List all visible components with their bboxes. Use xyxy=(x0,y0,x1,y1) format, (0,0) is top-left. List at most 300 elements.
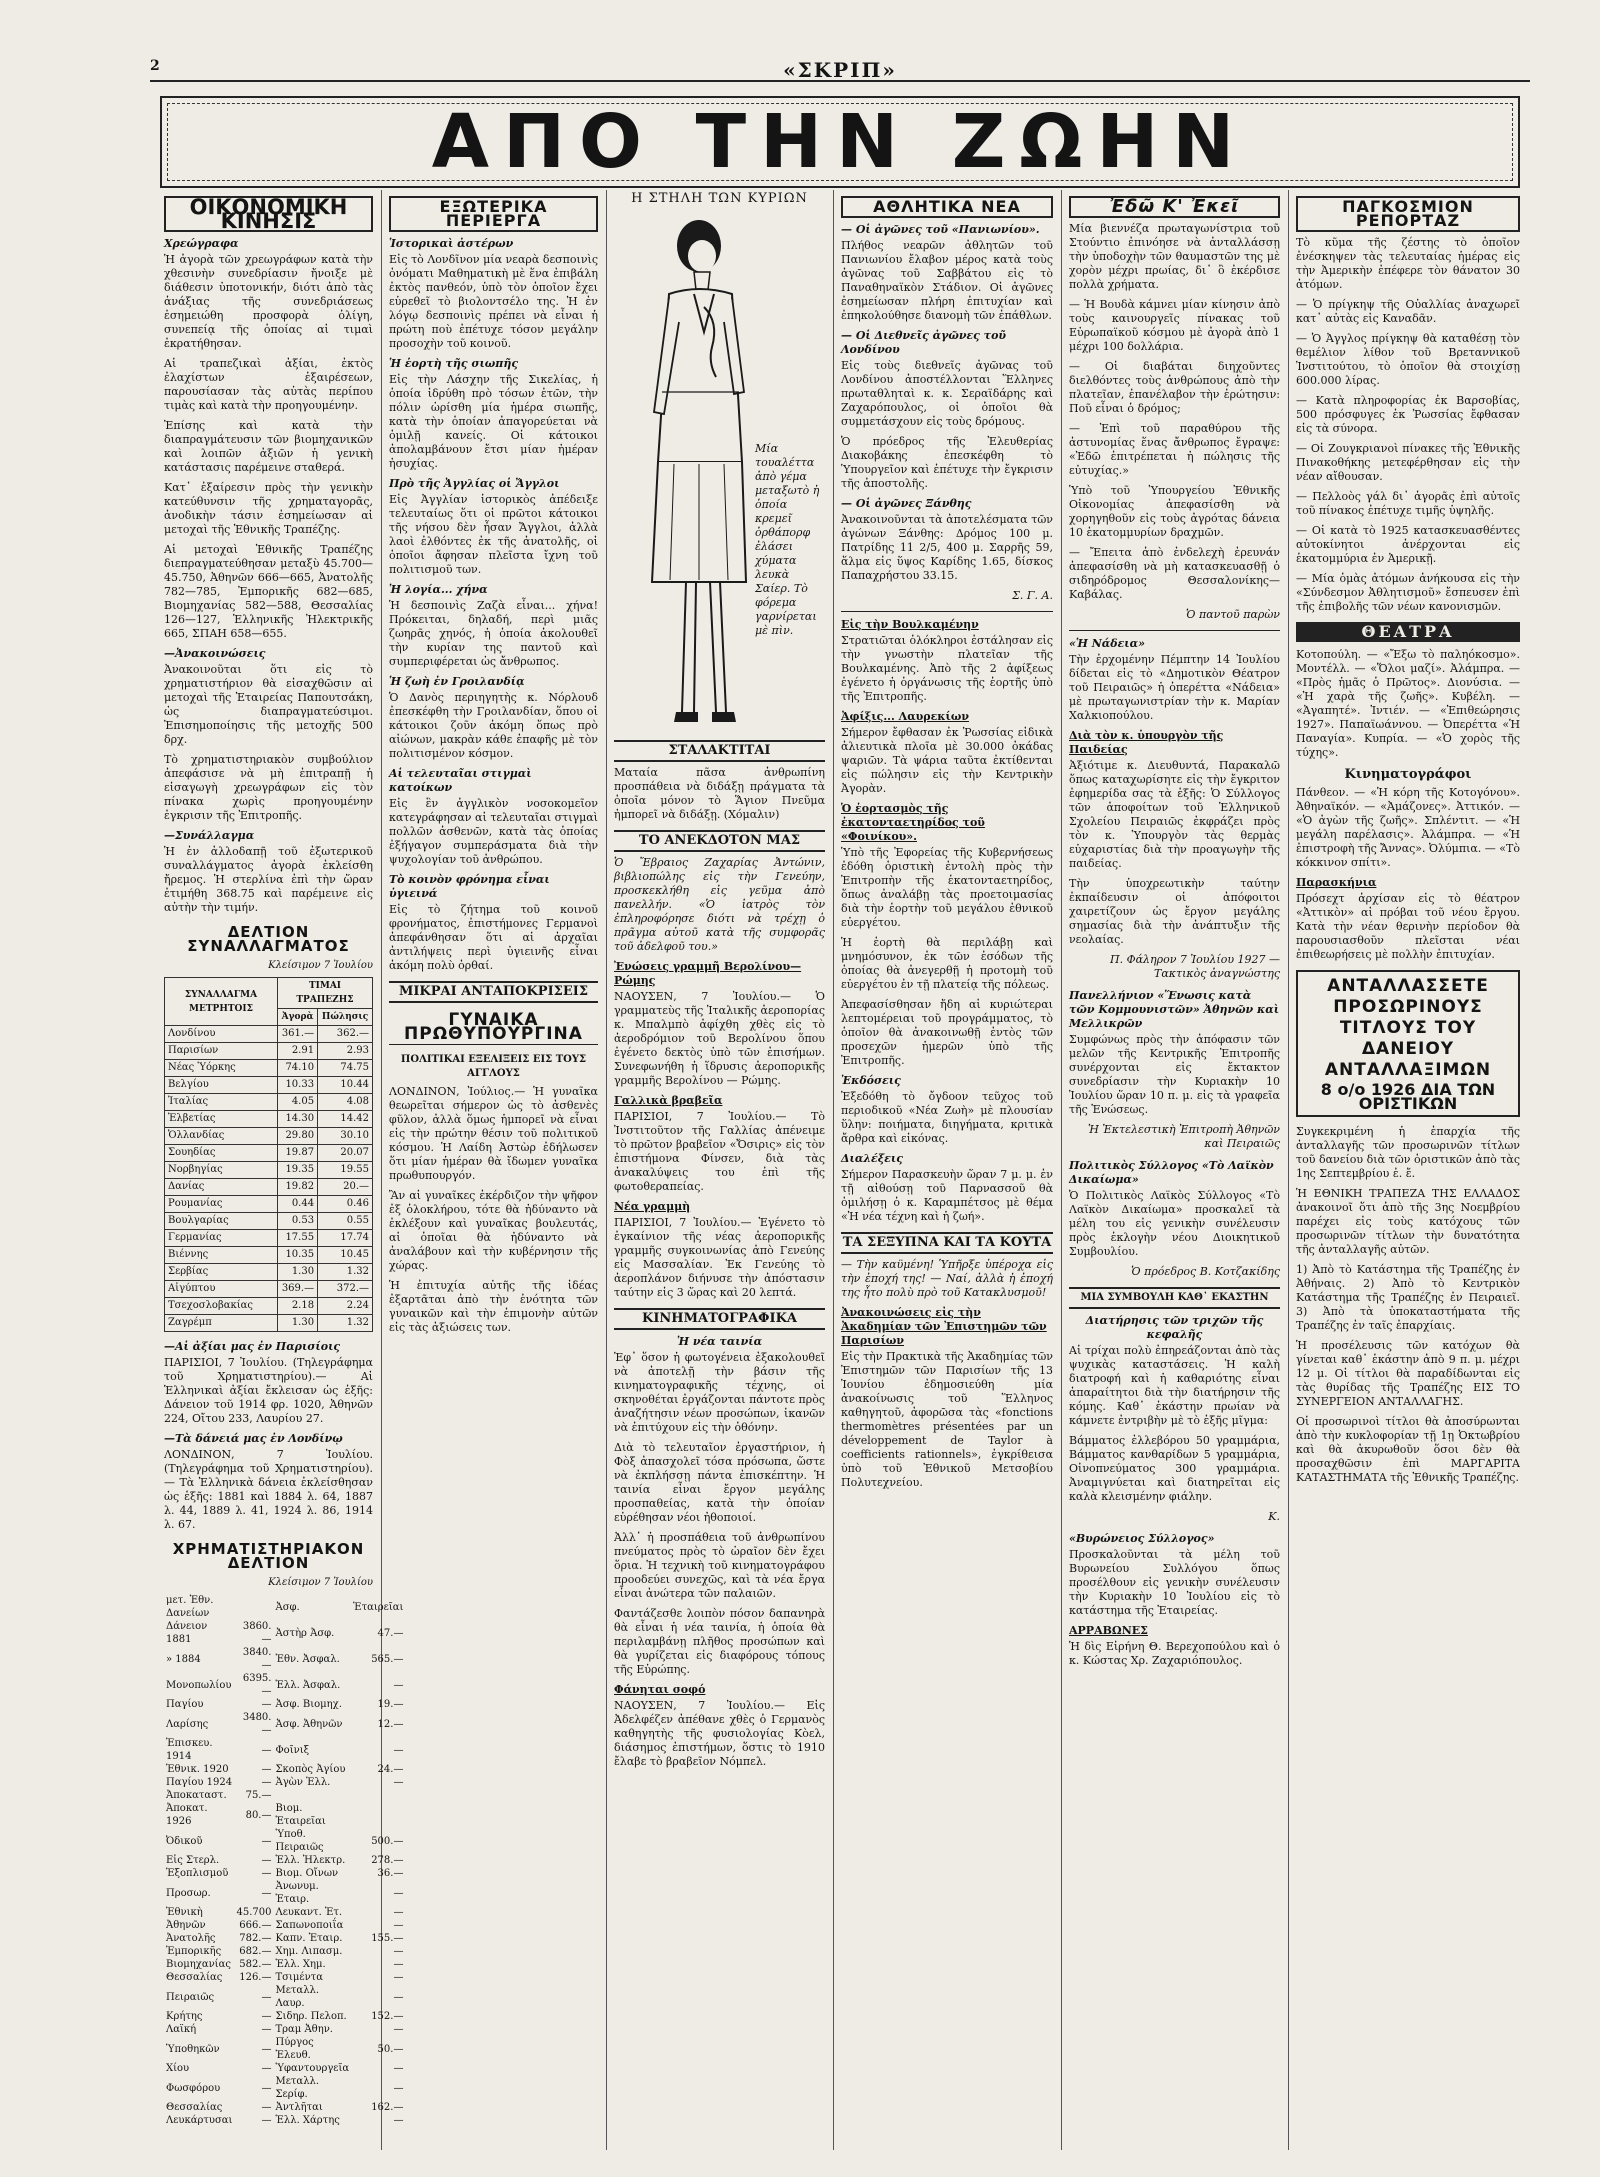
buy-rate-cell: 10.33 xyxy=(277,1077,317,1094)
table-header: ΤΙΜΑΙ ΤΡΑΠΕΖΗΣ xyxy=(277,978,372,1009)
price-cell: — xyxy=(261,2102,272,2113)
security-name-cell: Εἰς Στερλ. xyxy=(166,1855,220,1866)
article-paragraph: Αἱ μετοχαὶ Ἐθνικῆς Τραπέζης διεπραγματεύθησαν μεταξὺ 45.700—45.750, Ἀθηνῶν 666—665, Ἀνατολῆς 782—785, Ἐμπορικῆς 682—685, Βιομηχανίας 582—588, Θεσσαλίας 126—127, Ἑλληνικῆς Ἠλεκτρικῆς 665, ΣΠΑΗ 658—655. xyxy=(164,543,373,640)
article-paragraph: Ἡ ἐν ἀλλοδαπῇ τοῦ ἐξωτερικοῦ συναλλάγματος ἀγορὰ ἐκλείσθη ἤρεμος. Ἡ στερλίνα ἐπὶ τὴν ὥραν ἐτιμήθη 368.75 καὶ παρέμεινε εἰς αὐτὴν τὴν τιμήν. xyxy=(164,845,373,914)
security-name-cell: Ἐπισκευ. 1914 xyxy=(166,1738,213,1762)
article-paragraph: Ἀνακοινοῦται ὅτι εἰς τὸ χρηματιστήριον θὰ εἰσαχθῶσιν αἱ μετοχαὶ τῆς Ἑταιρείας Παπουτσάκη, ὡς διαπραγματεύσιμοι. Ἐπισημοποίησις τῆς μετοχῆς 500 δρχ. xyxy=(164,663,373,746)
article-paragraph: Ἀλλ᾿ ἡ προσπάθεια τοῦ ἀνθρωπίνου πνεύματος πρὸς τὸ ὡραῖον δὲν ἔχει ὅρια. Ἡ τεχνικὴ τοῦ κινηματογράφου προοδεύει συνεχῶς, καὶ τὰ νέα ἔργα εἶναι ἀνώτερα τῶν παλαιῶν. xyxy=(614,1531,825,1600)
article-paragraph: Ἡ δεσποινὶς Ζαζὰ εἶναι... χήνα! Πρόκειται, δηλαδή, περὶ μιᾶς ζωηρᾶς χηνός, ἡ ὁποία ἀκολουθεῖ τὴν κυρίαν της παντοῦ καὶ συμπεριφέρεται ὡς ἄνθρωπος. xyxy=(389,599,598,668)
price-cell: 80.— xyxy=(245,1809,272,1821)
banner-title: ΑΠΟ ΤΗΝ ΖΩΗΝ xyxy=(431,99,1249,185)
article-paragraph: Τὴν ἐρχομένην Πέμπτην 14 Ἰουλίου δίδεται εἰς τὸ «Δημοτικὸν Θέατρον τοῦ Πειραιῶς» ἡ ὀπερέττα «Νάδεια» μὲ πρωταγωνιστρίαν τὴν κ. Μαρίαν Χαλκιοπούλου. xyxy=(1069,653,1280,722)
subheading: Διαλέξεις xyxy=(841,1152,903,1165)
price-cell: 3840.— xyxy=(242,1647,272,1671)
price-cell: 6395.— xyxy=(242,1673,272,1697)
subheading: Εἰς τὴν Βουλκαμένην xyxy=(841,618,979,631)
sell-rate-cell: 10.45 xyxy=(318,1247,373,1264)
currency-cell: Σερβίας xyxy=(165,1264,278,1281)
table-header: Πώλησις xyxy=(318,1009,373,1026)
security-name-cell: Ἀσφ. Ἀθηνῶν xyxy=(275,1718,343,1730)
article-paragraph: Κατ᾿ ἐξαίρεσιν πρὸς τὴν γενικὴν κατεύθυνσιν τῆς χρηματαγορᾶς, ἀνοδικὴν τάσιν ἐσημείωσαν αἱ μετοχαὶ τῆς Ἐθνικῆς Τραπέζης. xyxy=(164,481,373,536)
currency-cell: Ἑλβετίας xyxy=(165,1111,278,1128)
article-paragraph: Ὁ Πολιτικὸς Λαϊκὸς Σύλλογος «Τὸ Λαϊκὸν Δικαίωμα» προσκαλεῖ τὰ μέλη του εἰς γενικὴν συνέλευσιν πρὸς ἐκλογὴν νέου Διοικητικοῦ Συμβουλίου. xyxy=(1069,1189,1280,1258)
table-row xyxy=(165,1179,373,1196)
subheading: Ἱστορικαὶ ἀστέρων xyxy=(389,237,514,250)
currency-cell: Βουλγαρίας xyxy=(165,1213,278,1230)
security-name-cell: Ἑλλ. Ἠλεκτρ. xyxy=(275,1855,346,1866)
divider xyxy=(841,611,1053,612)
article-paragraph: Τὸ χρηματιστηριακὸν συμβούλιον ἀπεφάσισε νὰ μὴ ἐπιτραπῇ ἡ εἰσαγωγὴ χρεωγράφων εἰς τὸν πίνακα χωρὶς προηγουμένην ἐγκρισιν τῆς Ἐπιτροπῆς. xyxy=(164,753,373,822)
table-row xyxy=(164,1971,405,1984)
sell-rate-cell: 2.93 xyxy=(318,1043,373,1060)
security-name-cell: Ὑποθηκῶν xyxy=(166,2043,220,2055)
theatres-heading: ΘΕΑΤΡΑ xyxy=(1296,622,1520,642)
section-heading: ΜΙΑ ΣΥΜΒΟΥΛΗ ΚΑΘ᾿ ΕΚΑΣΤΗΝ xyxy=(1069,1287,1280,1309)
security-name-cell: Ἐμπορικῆς xyxy=(166,1946,222,1957)
sell-rate-cell: 1.32 xyxy=(318,1264,373,1281)
buy-rate-cell: 19.87 xyxy=(277,1145,317,1162)
article-paragraph: ΠΑΡΙΣΙΟΙ, 7 Ἰουλίου.— Ἐγένετο τὸ ἐγκαίνιον τῆς νέας ἀεροπορικῆς γραμμῆς συγκοινωνίας ἀπὸ Γενεύης εἰς Μασσαλίαν. Ἐκ Γενεύης τὸ ἀεροπλάνον διήνυσε τὴν ἀπόστασιν ταύτην εἰς 3 ὥρας καὶ 20 λεπτά. xyxy=(614,1216,825,1299)
sell-rate-cell: 20.07 xyxy=(318,1145,373,1162)
article-paragraph: Εἰς τοὺς διεθνεῖς ἀγῶνας τοῦ Λονδίνου ἀποστέλλονται Ἕλληνες πρωταθληταὶ κ. κ. Σεραϊδάρης καὶ Ζαχαρόπουλος, οἱ ὁποῖοι θὰ συμμετάσχουν εἰς τοὺς δρόμους. xyxy=(841,359,1053,428)
article-paragraph: Ματαία πᾶσα ἀνθρωπίνη προσπάθεια νὰ διδάξῃ πράγματα τὰ ὁποῖα μόνον τὸ Ἅγιον Πνεῦμα ἠμπορεῖ νὰ διδάξῃ. (Χόμαλιν) xyxy=(614,766,825,821)
table-row xyxy=(164,2036,405,2062)
table-row xyxy=(164,1906,405,1919)
article-paragraph: Τὴν ὑποχρεωτικὴν ταύτην ἐκπαίδευσιν οἱ ἀπόφοιτοι χαιρετίζουν ὡς ἔργον μεγάλης σημασίας διὰ τὴν ἀνάπτυξιν τῆς νεολαίας. xyxy=(1069,877,1280,946)
subheading: Ὁ ἑορτασμὸς τῆς ἑκατονταετηρίδος τοῦ «Φοινίκου». xyxy=(841,802,985,843)
table-row xyxy=(165,1213,373,1230)
subheading: ΑΡΡΑΒΩΝΕΣ xyxy=(1069,1624,1148,1637)
table-row xyxy=(164,1932,405,1945)
currency-cell: Αἰγύπτου xyxy=(165,1281,278,1298)
article-paragraph: Σήμερον Παρασκευὴν ὥραν 7 μ. μ. ἐν τῇ αἰθούσῃ τοῦ Παρνασσοῦ θὰ ὁμιλήσῃ ὁ κ. Καραμπέτσος μὲ θέμα «Ἡ νέα τέχνη καὶ ἡ ζωή». xyxy=(841,1168,1053,1223)
price-cell: — xyxy=(393,2024,404,2035)
price-cell: — xyxy=(261,1777,272,1788)
buy-rate-cell: 17.55 xyxy=(277,1230,317,1247)
table-row xyxy=(165,1043,373,1060)
subheading: Ἡ ἑορτὴ τῆς σιωπῆς xyxy=(389,357,519,370)
security-name-cell: Λευκαντ. Ἑτ. xyxy=(275,1907,343,1918)
section-heading: ΠΑΓΚΟΣΜΙΟΝ ΡΕΠΟΡΤΑΖ xyxy=(1296,196,1520,232)
table-row xyxy=(164,1646,405,1672)
article-paragraph: ΛΟΝΔΙΝΟΝ, 7 Ἰουλίου. (Τηλεγράφημα τοῦ Χρηματιστηρίου).— Τὰ Ἑλληνικὰ δάνεια ἐκλείσθησαν ὡς ἑξῆς: 1881 καὶ 1884 λ. 64, 1887 λ. 44, 1889 λ. 41, 1924 λ. 86, 1914 λ. 67. xyxy=(164,1448,373,1531)
article-paragraph: Φαντάζεσθε λοιπὸν πόσον δαπανηρὰ θὰ εἶναι ἡ νέα ταινία, ἡ ὁποία θὰ περιλαμβάνῃ πλῆθος προσώπων καὶ θὰ γυρίζεται εἰς διαφόρους τόπους τῆς Εὐρώπης. xyxy=(614,1607,825,1676)
price-cell: — xyxy=(393,1679,404,1691)
divider xyxy=(1069,630,1280,631)
currency-cell: Νορβηγίας xyxy=(165,1162,278,1179)
price-cell: — xyxy=(393,1991,404,2003)
table-row xyxy=(164,2101,405,2114)
ladies-column-title: Η ΣΤΗΛΗ ΤΩΝ ΚΥΡΙΩΝ xyxy=(631,191,808,206)
subheading: Ἡ νέα ταινία xyxy=(676,1335,763,1348)
subheading: «Βυρώνειος Σύλλογος» xyxy=(1069,1532,1215,1545)
security-name-cell: Ἀσφ. xyxy=(275,1601,300,1613)
price-cell: — xyxy=(261,1868,272,1879)
security-name-cell: Μονοπωλίου xyxy=(166,1679,232,1691)
signature: Π. Φάληρον 7 Ἰουλίου 1927 — Τακτικὸς ἀναγνώστης xyxy=(1110,953,1280,980)
buy-rate-cell: 14.30 xyxy=(277,1111,317,1128)
article-paragraph: Εἰς Ἀγγλίαν ἱστορικὸς ἀπέδειξε τελευταίως ὅτι οἱ πρῶτοι κάτοικοι τῆς νήσου δὲν ἦσαν Ἄγγλοι, ἀλλὰ λαοὶ ἐλθόντες ἐκ τῆς ἀνατολῆς, οἱ ὁποῖοι ἄφησαν πλεῖστα ἴχνη τοῦ πολιτισμοῦ των. xyxy=(389,493,598,576)
table-row xyxy=(165,1298,373,1315)
security-name-cell: Ἑλλ. Χάρτης xyxy=(275,2115,340,2126)
table-row xyxy=(165,1077,373,1094)
article-subheadline: ΠΟΛΙΤΙΚΑΙ ΕΞΕΛΙΞΕΙΣ ΕΙΣ ΤΟΥΣ ΑΓΓΛΟΥΣ xyxy=(400,1054,587,1079)
currency-cell: Λονδίνου xyxy=(165,1026,278,1043)
currency-cell: Δανίας xyxy=(165,1179,278,1196)
article-paragraph: Πρόσεχτ ἀρχίσαν εἰς τὸ θέατρον «Ἀττικὸν» αἱ πρόβαι τοῦ νέου ἔργου. Κατὰ τὴν νέαν θερινὴν περίοδον θὰ παρουσιασθοῦν πλεῖσται νέαι ἐπιθεωρήσεις μὲ πολλὴν ἐπιτυχίαν. xyxy=(1296,892,1520,961)
article-paragraph: Αἱ τρίχαι πολὺ ἐπηρεάζονται ἀπὸ τὰς ψυχικὰς καταστάσεις. Ἡ καλὴ διατροφή καὶ ἡ καθαριότης εἶναι ἀπαραίτητοι διὰ τὴν διατήρησιν τῆς κόμης. Καθ᾿ ἑκάστην πρωίαν νὰ κάμνετε ἐντριβὴν μὲ τὸ ἑξῆς μῖγμα: xyxy=(1069,1344,1280,1427)
price-cell: 152.— xyxy=(371,2011,404,2022)
subheading: — Οἱ Διεθνεῖς ἀγῶνες τοῦ Λονδίνου xyxy=(841,329,1007,356)
subheading: Παρασκήνια xyxy=(1296,876,1377,889)
subheading: Τὸ κοινὸν φρόνημα εἶναι ὑγιεινά xyxy=(389,873,550,900)
security-name-cell: Καπν. Ἑταιρ. xyxy=(275,1933,343,1944)
table-row xyxy=(165,1196,373,1213)
article-paragraph: Σήμερον ἔφθασαν ἐκ Ῥωσσίας εἰδικὰ ἀλιευτικὰ πλοῖα μὲ 30.000 ὀκάδας ψαριῶν. Τὰ ψάρια ταῦτα ἐκτίθενται εἰς πώλησιν εἰς τὴν Κεντρικὴν Ἀγορὰν. xyxy=(841,726,1053,795)
security-name-cell: Ἐθνικ. 1920 xyxy=(166,1764,229,1775)
table-row xyxy=(165,1247,373,1264)
table-row xyxy=(164,1789,405,1802)
article-paragraph: Αἱ τραπεζικαὶ ἀξίαι, ἐκτὸς ἐλαχίστων ἐξαιρέσεων, παρουσίασαν τὰς αὐτὰς περίπου τιμὰς καὶ κατὰ τὴν προηγουμένην. xyxy=(164,357,373,412)
price-cell: — xyxy=(261,2063,272,2074)
signature: Κ. xyxy=(1268,1510,1280,1523)
security-name-cell: Σιδηρ. Πελοπ. xyxy=(275,2011,347,2022)
subheading: —Ἀνακοινώσεις xyxy=(164,647,266,660)
currency-cell: Τσεχοσλοβακίας xyxy=(165,1298,278,1315)
price-cell: 565.— xyxy=(371,1653,404,1665)
subheading: — Οἱ ἀγῶνες Ξάνθης xyxy=(841,497,972,510)
price-cell: — xyxy=(261,2024,272,2035)
article-paragraph: 1) Ἀπὸ τὸ Κατάστημα τῆς Τραπέζης ἐν Ἀθήναις. 2) Ἀπὸ τὸ Κεντρικὸν Κατάστημα τῆς Τραπέζης ἐν Πειραιεῖ. 3) Ἀπὸ τὰ ὑποκαταστήματα τῆς Τραπέζης ἐν ταῖς ἐπαρχίαις. xyxy=(1296,1263,1520,1332)
article-paragraph: Τὸ κῦμα τῆς ζέστης τὸ ὁποῖον ἐνέσκηψεν τὰς τελευταίας ἡμέρας εἰς τὴν Ἀμερικὴν ἐπέφερε τὸν θάνατον 30 ἀτόμων. xyxy=(1296,236,1520,291)
article-paragraph: Ἡ ἐπιτυχία αὐτῆς τῆς ἰδέας ἐξαρτᾶται ἀπὸ τὴν ἐνότητα τῶν γυναικῶν καὶ τὴν ἐπιμονὴν αὐτῶν εἰς τὰς ἀξιώσεις των. xyxy=(389,1279,598,1334)
security-name-cell: » 1884 xyxy=(166,1653,201,1665)
table-row xyxy=(165,1060,373,1077)
table-row xyxy=(164,2114,405,2127)
subheading: Πρὸ τῆς Ἀγγλίας οἱ Ἄγγλοι xyxy=(389,477,560,490)
exchange-bulletin-heading: ΔΕΛΤΙΟΝ ΣΥΝΑΛΛΑΓΜΑΤΟΣ xyxy=(187,923,350,955)
security-name-cell: Προσωρ. xyxy=(166,1887,211,1899)
section-heading: ΚΙΝΗΜΑΤΟΓΡΑΦΙΚΑ xyxy=(614,1308,825,1330)
illustration-caption: Μία τουαλέττα ἀπὸ γέμα μεταξωτὸ ἡ ὁποία κρεμεῖ ὀρθάπορφ ἐλάσει χύματα λευκὰ Σαίερ. Τὸ φόρεμα γαρνίρεται μὲ πὶν. xyxy=(755,442,820,637)
security-name-cell: Μεταλλ. Σερίφ. xyxy=(275,2076,320,2100)
price-cell: — xyxy=(393,1907,404,1918)
security-name-cell: Ἀγὼν Ἑλλ. xyxy=(275,1777,331,1788)
sell-rate-cell: 362.— xyxy=(318,1026,373,1043)
article-paragraph: Ἡ ΕΘΝΙΚΗ ΤΡΑΠΕΖΑ ΤΗΣ ΕΛΛΑΔΟΣ ἀνακοινοῖ ὅτι ἀπὸ τῆς 3ης Νοεμβρίου παρέχει εἰς τοὺς κατόχους τῶν προσωρινῶν τίτλων τὴν δυνατότητα τῆς ἀνταλλαγῆς αὐτῶν. xyxy=(1296,1187,1520,1256)
article-paragraph: Ἡ δὶς Εἰρήνη Θ. Βερεχοπούλου καὶ ὁ κ. Κώστας Χρ. Ζαχαριόπουλος. xyxy=(1069,1640,1280,1667)
article-paragraph: — Ἡ Βουδὰ κάμνει μίαν κίνησιν ἀπὸ τοὺς καινουργεῖς πίνακας τοῦ Εὐρωπαϊκοῦ κόσμου μὲ ἀγορὰ ἀπὸ 1 μέχρι 100 δολλάρια. xyxy=(1069,298,1280,353)
article-paragraph: Ἂν αἱ γυναῖκες ἐκέρδιζον τὴν ψῆφον ἐξ ὁλοκλήρου, τότε θὰ ἠδύναντο νὰ ἐκλέξουν καὶ γυναῖκας βουλευτάς, αἱ ὁποῖαι θὰ ἠδύναντο νὰ ἀναλάβουν καὶ τὴν κυβέρνησιν τῆς χώρας. xyxy=(389,1189,598,1272)
article-paragraph: — Οἱ διαβάται διηχοῦντες διελθόντες τοὺς ἀνθρώπους ἀπὸ τὴν πλατεῖαν, ἐπανέλαβον τὴν ἐρώτησιν: Ποῦ εἶναι ὁ δρόμος; xyxy=(1069,360,1280,415)
price-cell: 12.— xyxy=(377,1718,404,1730)
article-paragraph: — Ἔπειτα ἀπὸ ἐνδελεχὴ ἐρευνάν ἀπεφασίσθη νὰ μὴ κατασκευασθῇ ὁ σιδηρόδρομος Θεσσαλονίκης—Καβάλας. xyxy=(1069,546,1280,601)
buy-rate-cell: 361.— xyxy=(277,1026,317,1043)
article-paragraph: Πλήθος νεαρῶν ἀθλητῶν τοῦ Πανιωνίου ἔλαβον μέρος κατὰ τοὺς ἀγῶνας τοῦ Σαββάτου εἰς τὸ Παναθηναϊκὸν Στάδιον. Οἱ ἀγῶνες ἐσημείωσαν πλήρη ἐπιτυχίαν καὶ ἐπηκολούθησε διανομὴ τῶν ἐπάθλων. xyxy=(841,239,1053,322)
security-name-cell: Βιομηχανίας xyxy=(166,1959,231,1970)
article-paragraph: ΝΑΟΥΣΕΝ, 7 Ἰουλίου.— Εἰς Ἀδελφέζεν ἀπέθανε χθὲς ὁ Γερμανὸς καθηγητὴς τῆς φυσιολογίας Κὸελ, διάσημος ἐπιστήμων, ὅστις τὸ 1910 ἔλαβε τὸ βραβεῖον Νόμπελ. xyxy=(614,1699,825,1768)
price-cell: Ἑταιρεῖαι xyxy=(353,1601,404,1613)
column-ladies xyxy=(606,190,833,2150)
security-name-cell: Ἀστὴρ Ἀσφ. xyxy=(275,1627,335,1639)
currency-cell: Νέας Ὑόρκης xyxy=(165,1060,278,1077)
table-row xyxy=(164,1776,405,1789)
table-row xyxy=(164,1620,405,1646)
currency-cell: Σουηδίας xyxy=(165,1145,278,1162)
article-paragraph: — Ὁ πρίγκηψ τῆς Οὐαλλίας ἀναχωρεῖ κατ᾿ αὐτὰς εἰς Καναδᾶν. xyxy=(1296,298,1520,325)
article-paragraph: — Πελλοὸς γάλ δι᾿ ἁγορᾶς ἐπὶ αὐτοῖς τοῦ πίνακος ἐπέτυχε τιμῆς ὑψηλῆς. xyxy=(1296,490,1520,517)
article-paragraph: Ὑπὸ τοῦ Ὑπουργείου Ἐθνικῆς Οἰκονομίας ἀπεφασίσθη νὰ χορηγηθοῦν εἰς τοὺς ἀγρότας δάνεια 10 ἑκατομμυρίων δραχμῶν. xyxy=(1069,484,1280,539)
table-row xyxy=(164,1984,405,2010)
price-cell: 3480.— xyxy=(242,1712,272,1736)
fashion-illustration xyxy=(614,212,825,732)
sell-rate-cell: 74.75 xyxy=(318,1060,373,1077)
security-name-cell: Τσιμέντα xyxy=(275,1972,323,1983)
price-cell: 666.— xyxy=(239,1920,272,1931)
article-paragraph: Εἰς τὸ ζήτημα τοῦ κοινοῦ φρονήματος, ἐπιστήμονες Γερμανοὶ ἀπεφάνθησαν ὅτι αἱ ἀρχαῖαι ἀντιλήψεις περὶ ὑγιεινῆς εἶναι ἀκόμη πολὺ ὀρθαί. xyxy=(389,903,598,972)
column-world-report xyxy=(1288,190,1528,2150)
sell-rate-cell: 4.08 xyxy=(318,1094,373,1111)
table-row xyxy=(164,2023,405,2036)
section-heading: ΤΟ ΑΝΕΚΔΟΤΟΝ ΜΑΣ xyxy=(614,830,825,852)
currency-cell: Ζαγρέμπ xyxy=(165,1315,278,1332)
security-name-cell: Θεσσαλίας xyxy=(166,1972,223,1983)
article-headline: ΓΥΝΑΙΚΑ ΠΡΩΘΥΠΟΥΡΓΙΝΑ xyxy=(389,1013,598,1045)
article-paragraph: — Ὁ Ἀγγλος πρίγκηψ θὰ καταθέσῃ τὸν θεμέλιον λίθον τοῦ Βρεταννικοῦ Ἰνστιτούτου, τὸ ὁποῖον θὰ στοιχίσῃ 600.000 λίρας. xyxy=(1296,332,1520,387)
subheading: Διατήρησις τῶν τριχῶν τῆς κεφαλῆς xyxy=(1085,1314,1264,1341)
security-name-cell: Παγίου 1924 xyxy=(166,1777,233,1788)
article-paragraph: Συμφώνως πρὸς τὴν ἀπόφασιν τῶν μελῶν τῆς Κεντρικῆς Ἐπιτροπῆς συνέρχονται εἰς ἔκτακτον συνεδρίασιν τὴν Κυριακὴν 10 Ἰουλίου ὥραν 10 π. μ. εἰς τὰ γραφεῖα τῆς Ἑνώσεως. xyxy=(1069,1033,1280,1116)
section-heading: ΜΙΚΡΑΙ ΑΝΤΑΠΟΚΡΙΣΕΙΣ xyxy=(389,981,598,1003)
column-here-and-there xyxy=(1061,190,1288,2150)
article-paragraph: — Μία ὁμὰς ἀτόμων ἀνήκουσα εἰς τὴν «Σύνδεσμον Ἀθλητισμοῦ» ἔσπευσεν ἐπὶ τῆς ἐπιβολῆς τῶν νέων κανονισμῶν. xyxy=(1296,572,1520,613)
article-paragraph: Στρατιῶται ὁλόκληροι ἐστάλησαν εἰς τὴν γνωστὴν πλατεῖαν τῆς Βουλκαμένης. Ἀπὸ τῆς 2 ἀφίξεως ἐγένετο ἡ ὀργάνωσις τῆς ἑορτῆς ὑπὸ τῆς Ἐπιτροπῆς. xyxy=(841,634,1053,703)
currency-cell: Ρουμανίας xyxy=(165,1196,278,1213)
sell-rate-cell: 17.74 xyxy=(318,1230,373,1247)
column-economic xyxy=(156,190,404,2150)
article-paragraph: Κοτοπούλη. — «Ἔξω τὸ παληόκοσμο». Μοντέλλ. — «Ὅλοι μαζί». Ἀλάμπρα. — «Πρὸς ἡμᾶς ὁ Πρῶτος». Διονύσια. — «Ἡ χαρὰ τῆς ζωῆς». Κυβέλη. — «Ἀγαπητέ». Ἱντιέν. — «Ἐπιθεώρησις 1927». Παπαϊωάννου. — Ὀπερέττα «Ἡ Παναγία». Κυπρία. — «Ὁ χορὸς τῆς τύχης». xyxy=(1296,648,1520,759)
buy-rate-cell: 369.— xyxy=(277,1281,317,1298)
article-paragraph: ΝΑΟΥΣΕΝ, 7 Ἰουλίου.— Ὁ γραμματεὺς τῆς Ἰταλικῆς ἀεροπορίας κ. Μπαλμπὸ ἀφίχθη χθὲς εἰς τὸ ἀεροδρόμιον τοῦ Βερολίνου ὅπου ἐγένετο δεκτὸς ὑπὸ τῶν ἐπισήμων. Συνεφωνήθη ἡ ἵδρυσις ἀεροπορικῆς γραμμῆς Βερολίνου — Ρώμης. xyxy=(614,990,825,1087)
buy-rate-cell: 2.91 xyxy=(277,1043,317,1060)
security-name-cell: Ὑποθ. Πειραιῶς xyxy=(275,1829,324,1853)
section-heading: ΤΑ ΣΕΞΥΠΝΑ ΚΑΙ ΤΑ ΚΟΥΤΑ xyxy=(841,1232,1053,1254)
price-cell: — xyxy=(393,1777,404,1788)
subheading: Ἀφίξις... Λαυρεκίων xyxy=(841,710,969,723)
article-paragraph: ΛΟΝΔΙΝΟΝ, Ἰούλιος.— Ἡ γυναῖκα θεωρεῖται σήμερον ὡς τὸ ἀσθενὲς φῦλον, ἀλλὰ ὅμως ἡμπορεῖ νὰ εἶναι εἰς τὴν πρώτην θέσιν τοῦ πολιτικοῦ κόσμου. Ἡ Λαίδη Ἀστὼρ ἐδήλωσεν ὅτι μίαν ἡμέραν θὰ ἴδωμεν γυναῖκα πρωθυπουργόν. xyxy=(389,1085,598,1182)
table-row xyxy=(164,1958,405,1971)
security-name-cell: Ἑλλ. Χημ. xyxy=(275,1959,326,1970)
price-cell: — xyxy=(261,2011,272,2022)
table-row xyxy=(164,1867,405,1880)
subheading: Πανελλήνιον «Ἕνωσις κατὰ τῶν Κομμουνιστῶν» Ἀθηνῶν καὶ Μελλικρῶν xyxy=(1069,989,1280,1030)
security-name-cell: Σκοπὸς Ἀγίου xyxy=(275,1764,346,1775)
price-cell: 582.— xyxy=(239,1959,272,1970)
section-heading: ΕΞΩΤΕΡΙΚΑ ΠΕΡΙΕΡΓΑ xyxy=(389,196,598,232)
price-cell: — xyxy=(261,2043,272,2055)
subheading: Διὰ τὸν κ. ὑπουργὸν τῆς Παιδείας xyxy=(1069,729,1224,756)
subheading: Γαλλικὰ βραβεῖα xyxy=(614,1094,723,1107)
section-banner xyxy=(160,96,1520,188)
buy-rate-cell: 0.44 xyxy=(277,1196,317,1213)
buy-rate-cell: 74.10 xyxy=(277,1060,317,1077)
sell-rate-cell: 372.— xyxy=(318,1281,373,1298)
buy-rate-cell: 1.30 xyxy=(277,1264,317,1281)
price-cell: 75.— xyxy=(245,1790,272,1801)
table-row xyxy=(164,2062,405,2075)
dress-figure-icon xyxy=(624,212,774,732)
security-name-cell: Ἀποκαταστ. xyxy=(166,1790,227,1801)
table-row xyxy=(165,1264,373,1281)
price-cell: — xyxy=(261,1991,272,2003)
column-sports xyxy=(833,190,1061,2150)
exchange-rate-table xyxy=(164,977,373,1332)
price-cell: — xyxy=(261,1855,272,1866)
security-name-cell: Πειραιῶς xyxy=(166,1991,215,2003)
price-cell: — xyxy=(261,1764,272,1775)
dateline: Κλείσιμον 7 Ἰουλίου xyxy=(268,960,373,971)
table-row xyxy=(165,1128,373,1145)
price-cell: 126.— xyxy=(239,1972,272,1983)
article-paragraph: Συγκεκριμένη ἡ ἐπαρχία τῆς ἀνταλλαγῆς τῶν προσωρινῶν τίτλων τοῦ δανείου διὰ τῶν ὁριστικῶν ἀπὸ τὰς 1ης Σεπτεμβρίου ἐ. ἔ. xyxy=(1296,1125,1520,1180)
table-row xyxy=(164,1945,405,1958)
article-paragraph: Εἰς τὴν Λάσχην τῆς Σικελίας, ἡ ὁποία ἱδρύθη πρὸ τόσων ἐτῶν, τὴν πόλιν ὡρίσθη μία ἡμέρα σιωπῆς, κατὰ τὴν ὁποίαν ἀπαγορεύεται νὰ ὁμιλῇ κανείς. Οἱ κάτοικοι ἀπολαμβάνουν ἔτσι μίαν ἡμέραν ἡσυχίας. xyxy=(389,373,598,470)
table-row xyxy=(164,1880,405,1906)
article-paragraph: — Ἐπὶ τοῦ παραθύρου τῆς ἀστυνομίας ἕνας ἄνθρωπος ἔγραψε: «Ἐδῶ ἐπιτρέπεται ἡ πώλησις τῆς εὐτυχίας.» xyxy=(1069,422,1280,477)
dateline: Κλείσιμον 7 Ἰουλίου xyxy=(268,1577,373,1588)
subheading: Ἀνακοινώσεις εἰς τὴν Ἀκαδημίαν τῶν Ἐπιστημῶν τῶν Παρισίων xyxy=(841,1306,1047,1347)
security-name-cell: Ἐθν. Ἀσφαλ. xyxy=(275,1653,340,1665)
column-foreign-curiosities xyxy=(381,190,606,2150)
subheading: Πολιτικὸς Σύλλογος «Τὸ Λαϊκὸν Δικαίωμα» xyxy=(1069,1159,1274,1186)
subheading: Νέα γραμμὴ xyxy=(614,1200,691,1213)
stock-bulletin-heading: ΧΡΗΜΑΤΙΣΤΗΡΙΑΚΟΝ ΔΕΛΤΙΟΝ xyxy=(172,1540,365,1572)
article-paragraph: ΠΑΡΙΣΙΟΙ, 7 Ἰουλίου.— Τὸ Ἰνστιτοῦτον τῆς Γαλλίας ἀπένειμε τὸ πρῶτον βραβεῖον «Ὄσιρις» εἰς τὸν ἐπιστήμονα Φίνσεν, διὰ τὰς ἀνακαλύψεις του ἐπὶ τῆς φωτοθεραπείας. xyxy=(614,1110,825,1193)
article-paragraph: Ὑπὸ τῆς Ἐφορείας τῆς Κυβερνήσεως ἐδόθη ὁριστικὴ ἐντολὴ πρὸς τὴν Ἐπιτροπὴν τῆς ἑκατονταετηρίδος, ὅπως ἀναλάβῃ τὰς προετοιμασίας διὰ τὴν ἑορτὴν τοῦ μεγάλου ἐθνικοῦ εὐεργέτου. xyxy=(841,846,1053,929)
article-paragraph: Ἀξιότιμε κ. Διευθυντά, Παρακαλῶ ὅπως καταχωρίσητε εἰς τὴν ἔγκριτον ἐφημερίδα σας τὰ ἑξῆς: Ὁ Σύλλογος τῶν ἀποφοίτων τοῦ Ἑλληνικοῦ Σχολείου Πειραιῶς ἐκφράζει πρὸς τὸν κ. Ὑπουργὸν τὰς θερμὰς εὐχαριστίας διὰ τὴν προαγωγὴν τῆς παιδείας. xyxy=(1069,759,1280,870)
price-cell: 162.— xyxy=(371,2102,404,2113)
subheading: —Τὰ δάνειά μας ἐν Λονδίνῳ xyxy=(164,1432,343,1445)
price-cell: — xyxy=(393,2082,404,2094)
table-row xyxy=(164,1737,405,1763)
newspaper-name: «ΣΚΡΙΠ» xyxy=(783,58,897,82)
page-header xyxy=(150,52,1530,82)
price-cell xyxy=(234,1594,273,1620)
security-name-cell: Λευκάρτυσαι xyxy=(166,2115,233,2126)
buy-rate-cell: 0.53 xyxy=(277,1213,317,1230)
price-cell: 50.— xyxy=(377,2043,404,2055)
table-row xyxy=(165,1315,373,1332)
price-cell: — xyxy=(393,1972,404,1983)
table-row xyxy=(164,1711,405,1737)
sell-rate-cell: 0.46 xyxy=(318,1196,373,1213)
table-row xyxy=(165,1111,373,1128)
subheading: — Οἱ ἀγῶνες τοῦ «Πανιωνίου». xyxy=(841,223,1040,236)
table-row xyxy=(165,1162,373,1179)
article-paragraph: Ἀνακοινοῦνται τὰ ἀποτελέσματα τῶν ἀγώνων Ξάνθης: Δρόμος 100 μ. Πατρίδης 11 2/5, 400 μ. Σαρρῆς 59, ἅλμα εἰς ὕψος Καρίδης 1.65, δίσκος Παπαχρήστου 33.15. xyxy=(841,513,1053,582)
buy-rate-cell: 10.35 xyxy=(277,1247,317,1264)
subheading: Ἐνώσεις γραμμῆ Βερολίνου—Ρώμης xyxy=(614,960,802,987)
security-name-cell: Δάνειον 1881 xyxy=(166,1621,208,1645)
security-name-cell: Τραμ Ἀθην. xyxy=(275,2024,333,2035)
table-row xyxy=(164,1828,405,1854)
security-name-cell: Μεταλλ. Λαυρ. xyxy=(275,1985,320,2009)
security-name-cell: Λαρίσης xyxy=(166,1718,209,1730)
subheading: Αἱ τελευταῖαι στιγμαὶ κατοίκων xyxy=(389,767,532,794)
security-name-cell: Σαπωνοποιΐα xyxy=(275,1920,344,1931)
signature: Ὁ πρόεδρος Β. Κοτζακίδης xyxy=(1131,1265,1280,1278)
article-paragraph: Ἐπίσης καὶ κατὰ τὴν διαπραγμάτευσιν τῶν βιομηχανικῶν καὶ λοιπῶν ἀξιῶν ἡ γενικὴ κατάστασις παρέμεινε σταθερά. xyxy=(164,419,373,474)
buy-rate-cell: 19.35 xyxy=(277,1162,317,1179)
buy-rate-cell: 4.05 xyxy=(277,1094,317,1111)
price-cell: 47.— xyxy=(377,1627,404,1639)
security-name-cell: Φοῖνιξ xyxy=(275,1744,310,1756)
sell-rate-cell: 30.10 xyxy=(318,1128,373,1145)
security-name-cell: μετ. Ἐθν. Δανείων xyxy=(166,1595,214,1619)
security-name-cell: Ἀντλῆται xyxy=(275,2102,323,2113)
signature: Ἡ Ἐκτελεστικὴ Ἐπιτροπὴ Ἀθηνῶν καὶ Πειραιῶς xyxy=(1088,1123,1280,1150)
price-cell: — xyxy=(393,1959,404,1970)
price-cell: — xyxy=(261,2082,272,2094)
cinemas-heading: Κινηματογράφοι xyxy=(1344,767,1472,782)
security-name-cell: Ἐθνικὴ xyxy=(166,1907,203,1918)
currency-cell: Γερμανίας xyxy=(165,1230,278,1247)
price-cell: — xyxy=(261,1699,272,1710)
price-cell: — xyxy=(261,2115,272,2126)
currency-cell: Ἰταλίας xyxy=(165,1094,278,1111)
security-name-cell: Ἑλλ. Ἀσφαλ. xyxy=(275,1679,341,1691)
article-paragraph: Προσκαλοῦνται τὰ μέλη τοῦ Βυρωνείου Συλλόγου ὅπως προσέλθουν εἰς γενικὴν συνέλευσιν τὴν Κυριακὴν 10 Ἰουλίου εἰς τὸ κατάστημα τῆς Ἑταιρείας. xyxy=(1069,1548,1280,1617)
currency-cell: Βελγίου xyxy=(165,1077,278,1094)
section-heading: ΟΙΚΟΝΟΜΙΚΗ ΚΙΝΗΣΙΣ xyxy=(164,196,373,232)
article-paragraph: Μία βιεννέζα πρωταγωνίστρια τοῦ Στούντιο ἐπινόησε νὰ ἀνταλλάσσῃ τὴν ὑποδοχὴν τῶν θαυμαστῶν της μὲ χορὸν μέχρι πρωίας, δι᾿ ὃ ἐκέρδισε πολλὰ χρήματα. xyxy=(1069,222,1280,291)
buy-rate-cell: 1.30 xyxy=(277,1315,317,1332)
security-name-cell: Ἀσφ. Βιομηχ. xyxy=(275,1699,342,1710)
signature: Σ. Γ. Α. xyxy=(1012,589,1053,602)
price-cell: — xyxy=(393,2063,404,2074)
currency-cell: Παρισίων xyxy=(165,1043,278,1060)
article-paragraph: Ἐξεδόθη τὸ ὄγδοον τεῦχος τοῦ περιοδικοῦ «Νέα Ζωὴ» μὲ πλουσίαν ὕλην: ποιήματα, διηγήματα, κριτικὰ ἄρθρα καὶ εἰκόνας. xyxy=(841,1090,1053,1145)
price-cell: 24.— xyxy=(377,1764,404,1775)
table-row xyxy=(164,1698,405,1711)
sell-rate-cell: 10.44 xyxy=(318,1077,373,1094)
article-paragraph: Βάμματος ἐλλεβόρου 50 γραμμάρια, Βάμματος κανθαρίδων 5 γραμμάρια, Οἰνοπνεύματος 300 γραμμάρια. Ἀναμιγνύεται καὶ διατηρεῖται εἰς καλὰ κλεισμένην φιάλην. xyxy=(1069,1434,1280,1503)
security-name-cell: Ἀποκατ. 1926 xyxy=(166,1803,208,1827)
article-paragraph: Ὁ Ἔβραιος Ζαχαρίας Ἀντώνιν, βιβλιοπώλης εἰς τὴν Γενεύην, προσκεκλήθη εἰς γεῦμα ἀπὸ πανελλήν. «Ὁ ἰατρὸς τὸν ἐπληροφόρησε διότι νὰ τρέχῃ ὁ πρᾶγμα αὐτοῦ κατὰ τῆς συμφορᾶς τοῦ ἀδελφοῦ του.» xyxy=(614,856,825,953)
currency-cell: Ὁλλανδίας xyxy=(165,1128,278,1145)
price-cell: 682.— xyxy=(239,1946,272,1957)
price-cell: 155.— xyxy=(371,1933,404,1944)
article-paragraph: — Οἱ κατὰ τὸ 1925 κατασκευασθέντες αὐτοκίνητοι ἀνέρχονται εἰς ἑκατομμύρια ἐν Ἀμερικῇ. xyxy=(1296,524,1520,565)
price-cell: 19.— xyxy=(377,1699,404,1710)
article-paragraph: — Κατὰ πληροφορίας ἐκ Βαρσοβίας, 500 πρόσφυγες ἐκ Ῥωσσίας ἔφθασαν εἰς τὰ σύνορα. xyxy=(1296,394,1520,435)
article-paragraph: Διὰ τὸ τελευταῖον ἐργαστήριον, ἡ Φὸξ ἀπασχολεῖ τόσα πρόσωπα, ὥστε νὰ ἐκπλήσσῃ πάντα ἐπισκέπτην. Ἡ ταινία εἶναι ἔργον μεγάλης προσπαθείας, κατὰ τὴν ὁποίαν εὑρέθησαν νέοι ἠθοποιοί. xyxy=(614,1441,825,1524)
price-cell: — xyxy=(393,1920,404,1931)
article-paragraph: — Τὴν καϋμένη! Ὑπῆρξε ὑπέροχα εἰς τὴν ἐποχή της! — Ναί, ἀλλὰ ἡ ἐποχή της ἦτο πολὺ πρὸ τοῦ Κατακλυσμοῦ! xyxy=(841,1258,1053,1299)
section-heading: ΣΤΑΛΑΚΤΙΤΑΙ xyxy=(614,740,825,762)
table-header: Ἀγορὰ xyxy=(277,1009,317,1026)
table-row xyxy=(164,1854,405,1867)
price-cell: 36.— xyxy=(377,1868,404,1879)
article-paragraph: Εἰς ἓν ἀγγλικὸν νοσοκομεῖον κατεγράφησαν αἱ τελευταῖαι στιγμαὶ πολλῶν ἀσθενῶν, κατὰ τὰς ὁποίας ἐξήγαγον συμπεράσματα διὰ τὴν ψυχολογίαν τοῦ ἀνθρώπου. xyxy=(389,797,598,866)
sell-rate-cell: 14.42 xyxy=(318,1111,373,1128)
sell-rate-cell: 0.55 xyxy=(318,1213,373,1230)
table-header: ΣΥΝΑΛΛΑΓΜΑ ΜΕΤΡΗΤΟΙΣ xyxy=(165,978,278,1026)
price-cell: 500.— xyxy=(371,1835,404,1847)
security-name-cell: Χημ. Λιπασμ. xyxy=(275,1946,343,1957)
article-paragraph: Ἡ προσέλευσις τῶν κατόχων θὰ γίνεται καθ᾿ ἑκάστην ἀπὸ 9 π. μ. μέχρι 12 μ. Οἱ τίτλοι θὰ παραδίδωνται εἰς τὰς θυρίδας τῆς Τραπέζης ΕΙΣ ΤΟ ΣΥΝΕΡΓΕΙΟΝ ΑΝΤΑΛΛΑΓΗΣ. xyxy=(1296,1339,1520,1408)
article-paragraph: — Οἱ Ζουγκριανοὶ πίνακες τῆς Ἐθνικῆς Πινακοθήκης μετεφέρθησαν εἰς τὴν νέαν αἴθουσαν. xyxy=(1296,442,1520,483)
